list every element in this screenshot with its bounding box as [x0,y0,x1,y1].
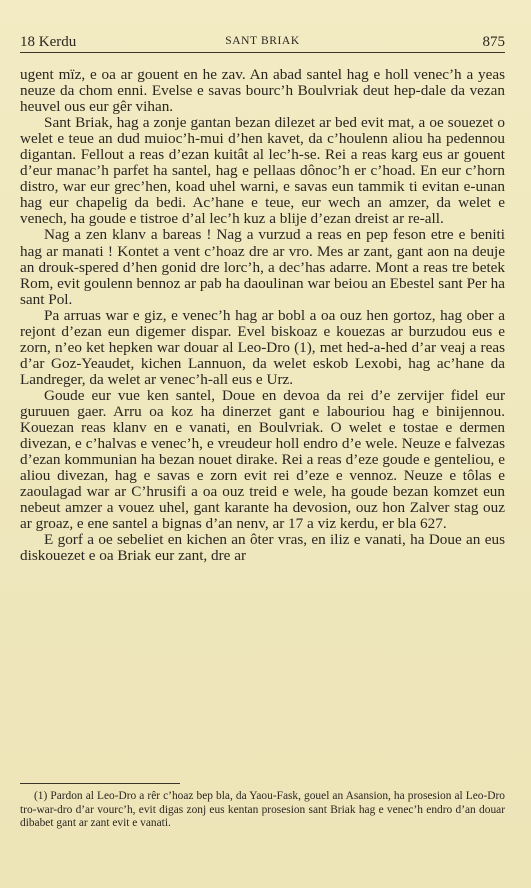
main-text [20,67,505,564]
header-month: 18 Kerdu [20,34,77,50]
paragraph: Nag a zen klanv a bareas ! Nag a vurzud a reas en pep feson etre e beniti hag ar manati ! Kontet a vent c’hoaz dre ar vro. Mes ar zant, gant aon na deuje an drouk-spered d’hen gonid dre lorc’h, a dec’has adarre. Mont a reas tre betek Rom, evit goulenn bennoz ar pab ha daoulinan war beiou an Ebestel sant Per ha sant Pol. [20,226,505,308]
paragraph: Pa arruas war e giz, e venec’h hag ar bobl a oa ouz hen gortoz, hag ober a rejont d’ezan eun digemer dispar. Evel biskoaz e kouezas ar burzudou eus e zorn, n’eo ket hepken war douar al Leo-Dro (1), met hed-a-hed d’ar veaj a reas d’ar Goz-Yeaudet, kichen Lannuon, da welet eskob Lexobi, hag ac’hane da Landreger, da welet ar venec’h-all eus e Urz. [20,306,505,388]
paragraph: Sant Briak, hag a zonje gantan bezan dilezet ar bed evit mat, a oe souezet o welet e teue an dud muioc’h-mui d’hen kavet, da c’houlenn aliou ha pedennou digantan. Fellout a reas d’ezan kuitât al lec’h-se. Rei a reas karg eus ar gouent d’eur manac’h parfet ha santel, hag e pellaas dônoc’h er c’hoad. En eur c’horn distro, war eur grec’hen, koad uhel warni, e savas eun tammik ti evitan e-unan hag eur chapelig da bedi. Ac’hane e teue, eur wech an amzer, da welet e venech, ha goude e tistroe d’al lec’h kuz a blije d’ezan dreist ar re-all. [20,114,505,228]
page-number: 875 [482,34,505,50]
footnote-text: (1) Pardon al Leo-Dro a rêr c’hoaz bep bla, da Yaou-Fask, gouel an Asansion, ha prosesion al Leo-Dro tro-war-dro d’ar vourc’h, evit digas zonj eus kentan prosesion sant Briak hag e venec’h endro d’an douar dibabet gant ar zant evit e vanati. [20,790,505,830]
footnote-divider [20,783,180,784]
paragraph: E gorf a oe sebeliet en kichen an ôter vras, en iliz e vanati, ha Doue an eus diskouezet e oa Briak eur zant, dre ar [20,531,505,565]
running-header [20,34,505,53]
footnote [20,790,505,831]
header-title: SANT BRIAK [225,35,300,47]
paragraph: ugent mïz, e oa ar gouent en he zav. An abad santel hag e holl venec’h a yeas neuze da chom enni. Evelse e savas bourc’h Boulvriak deut hep-dale da vezan heuvel ous eur gêr vihan. [20,66,505,116]
paragraph: Goude eur vue ken santel, Doue en devoa da rei d’e zervijer fidel eur guruuen gaer. Arru oa koz ha dinerzet gant e labouriou hag e binijennou. Kouezan reas klanv en e vanati, en Boulvriak. O welet e tostae e dermen divezan, e c’halvas e venec’h, e vreudeur holl endro d’e wele. Neuze e falvezas d’ezan kommunian ha bezan nouet dirake. Rei a reas d’eze goude e genteliou, e aliou divezan, hag e savas e zorn evit rei d’eze e vennoz. Neuze e tôlas e zaoulagad war ar C’hrusifi a oa ouz treid e wele, ha goude bezan komzet eun nebeut amzer a vouez uhel, gant karante ha devosion, ouz hon Zalver stag ouz ar groaz, e ene santel a bignas d’an nenv, ar 17 a viz kerdu, er bla 627. [20,386,505,533]
